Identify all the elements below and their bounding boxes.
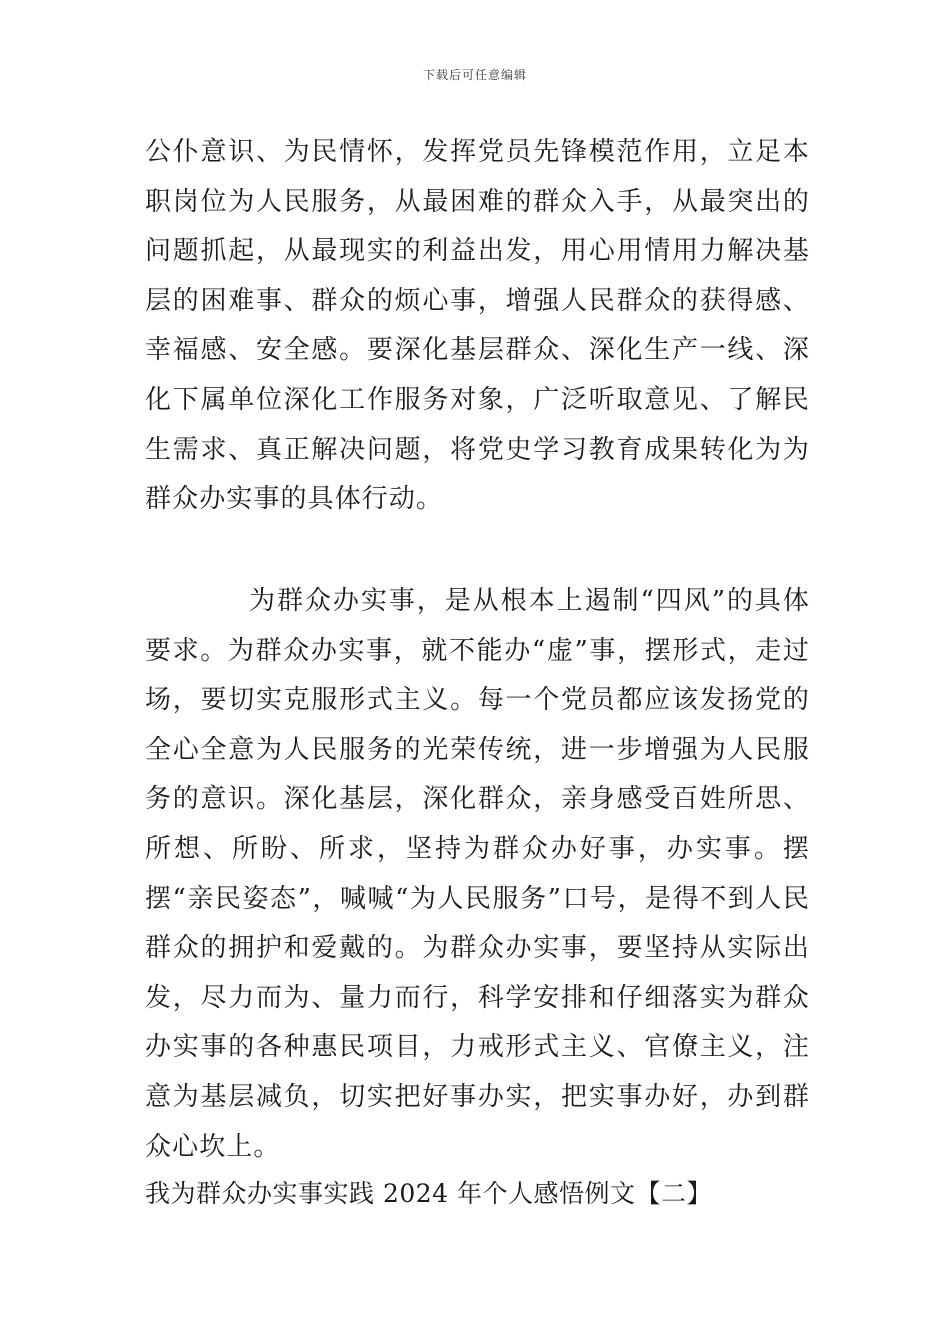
- body-paragraph-2: 为群众办实事，是从根本上遏制“四风”的具体要求。为群众办实事，就不能办“虚”事，摆形式，走过场，要切实克服形式主义。每一个党员都应该发扬党的全心全意为人民服务的光荣传统，进一步增强为人民服务的意识。深化基层，深化群众，亲身感受百姓所思、所想、所盼、所求，坚持为群众办好事，办实事。摆摆“亲民姿态”，喊喊“为人民服务”口号，是得不到人民群众的拥护和爱戴的。为群众办实事，要坚持从实际出发，尽力而为、量力而行，科学安排和仔细落实为群众办实事的各种惠民项目，力戒形式主义、官僚主义，注意为基层减负，切实把好事办实，把实事办好，办到群众心坎上。: [145, 586, 810, 1162]
- page-header-note: 下载后可任意编辑: [422, 68, 527, 82]
- section-heading: 我为群众办实事实践 2024 年个人感悟例文【二】: [145, 1179, 713, 1208]
- body-paragraph-1: 公仆意识、为民情怀，发挥党员先锋模范作用，立足本职岗位为人民服务，从最困难的群众入手，从最突出的问题抓起，从最现实的利益出发，用心用情用力解决基层的困难事、群众的烦心事，增强人民群众的获得感、幸福感、安全感。要深化基层群众、深化生产一线、深化下属单位深化工作服务对象，广泛听取意见、了解民生需求、真正解决问题，将党史学习教育成果转化为为群众办实事的具体行动。: [145, 137, 810, 515]
